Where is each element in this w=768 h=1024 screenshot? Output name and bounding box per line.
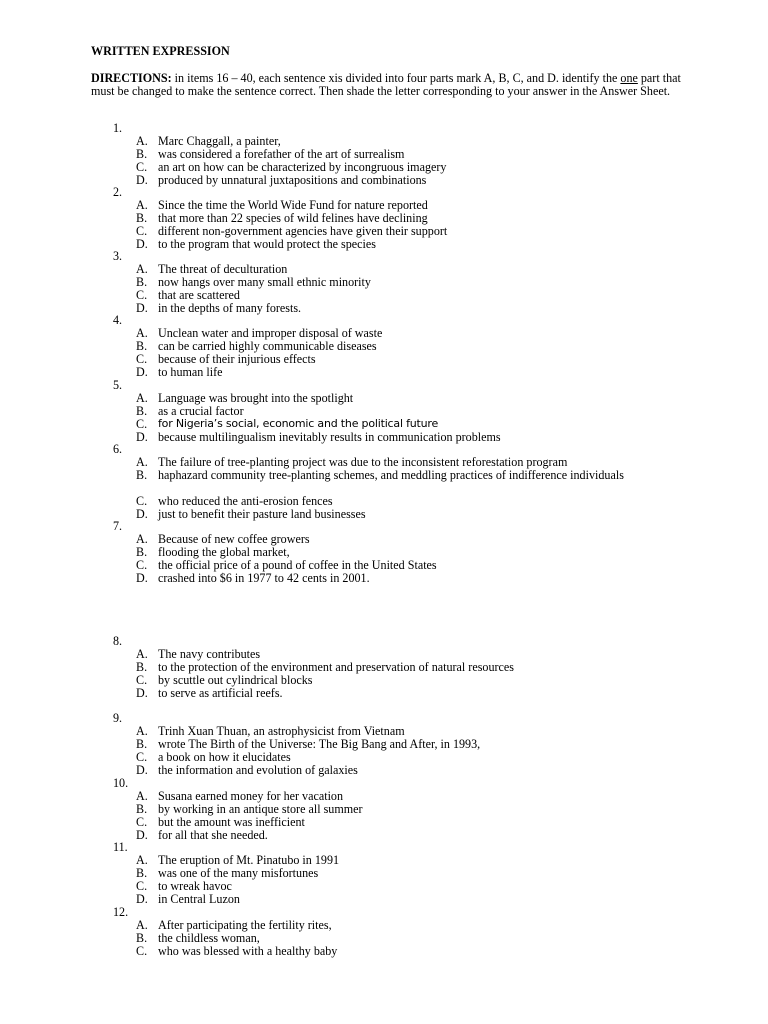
option-text: a book on how it elucidates bbox=[158, 749, 291, 764]
option-letter: D. bbox=[136, 506, 148, 521]
option-text: Since the time the World Wide Fund for nature reported bbox=[158, 197, 428, 212]
option-text: The threat of deculturation bbox=[158, 261, 288, 276]
directions-text-2: part that must be changed to make the sentence correct. Then shade the letter corresponding to your answer in the Answer Sheet. bbox=[91, 71, 681, 98]
option-letter: A. bbox=[136, 788, 148, 803]
option-text: to the protection of the environment and preservation of natural resources bbox=[158, 659, 514, 674]
option-text: The navy contributes bbox=[158, 646, 261, 661]
question-number: 8. bbox=[113, 634, 123, 648]
option-text: wrote The Birth of the Universe: The Big Bang and After, in 1993, bbox=[158, 736, 481, 751]
option-text: was one of the many misfortunes bbox=[158, 865, 319, 880]
option-text: the official price of a pound of coffee in the United States bbox=[158, 557, 437, 572]
option-letter: A. bbox=[136, 325, 148, 340]
option-letter: D. bbox=[136, 762, 148, 777]
option-letter: D. bbox=[136, 685, 148, 700]
option-letter: A. bbox=[136, 261, 148, 276]
option-text: the childless woman, bbox=[158, 930, 260, 945]
question-number: 12. bbox=[113, 905, 129, 919]
option-letter: C. bbox=[136, 672, 148, 687]
option-text: Language was brought into the spotlight bbox=[158, 390, 354, 405]
option-letter: B. bbox=[136, 274, 148, 289]
option-text: The eruption of Mt. Pinatubo in 1991 bbox=[158, 852, 340, 867]
question-number: 9. bbox=[113, 711, 123, 725]
option-text: because multilingualism inevitably results in communication problems bbox=[158, 429, 501, 444]
option-letter: D. bbox=[136, 891, 148, 906]
option-letter: C. bbox=[136, 351, 148, 366]
question-number: 7. bbox=[113, 519, 123, 533]
question-number: 1. bbox=[113, 121, 123, 135]
question-number: 3. bbox=[113, 249, 123, 263]
option-letter: C. bbox=[136, 416, 148, 431]
option-text: Marc Chaggall, a painter, bbox=[158, 133, 281, 148]
option-letter: C. bbox=[136, 749, 148, 764]
option-letter: A. bbox=[136, 852, 148, 867]
option-text: to human life bbox=[158, 364, 223, 379]
option-letter: B. bbox=[136, 930, 148, 945]
option-text: that are scattered bbox=[158, 287, 240, 302]
option-text: by scuttle out cylindrical blocks bbox=[158, 672, 313, 687]
option-letter: D. bbox=[136, 172, 148, 187]
option-letter: A. bbox=[136, 454, 148, 469]
question-number: 6. bbox=[113, 442, 123, 456]
option-letter: C. bbox=[136, 159, 148, 174]
option-letter: D. bbox=[136, 570, 148, 585]
option-letter: B. bbox=[136, 659, 148, 674]
option-letter: D. bbox=[136, 300, 148, 315]
option-letter: C. bbox=[136, 287, 148, 302]
option-letter: A. bbox=[136, 917, 148, 932]
option-text: in the depths of many forests. bbox=[158, 300, 302, 315]
option-letter: D. bbox=[136, 236, 148, 251]
option-text: who reduced the anti-erosion fences bbox=[158, 493, 333, 508]
option-text: After participating the fertility rites, bbox=[158, 917, 332, 932]
option-letter: A. bbox=[136, 646, 148, 661]
option-letter: B. bbox=[136, 403, 148, 418]
option-letter: B. bbox=[136, 865, 148, 880]
option-text: different non-government agencies have given their support bbox=[158, 223, 448, 238]
option-letter: C. bbox=[136, 878, 148, 893]
option-text: to the program that would protect the species bbox=[158, 236, 376, 251]
option-letter: C. bbox=[136, 493, 148, 508]
option-text: now hangs over many small ethnic minority bbox=[158, 274, 371, 289]
option-text: that more than 22 species of wild felines have declining bbox=[158, 210, 428, 225]
option-letter: B. bbox=[136, 210, 148, 225]
option-text: produced by unnatural juxtapositions and combinations bbox=[158, 172, 427, 187]
option-text: for all that she needed. bbox=[158, 827, 268, 842]
question-number: 11. bbox=[113, 840, 128, 854]
question-number: 10. bbox=[113, 776, 129, 790]
option-text: for Nigeria’s social, economic and the political future bbox=[158, 416, 439, 430]
option-letter: D. bbox=[136, 364, 148, 379]
option-letter: A. bbox=[136, 390, 148, 405]
directions-paragraph bbox=[91, 72, 691, 98]
option-text: crashed into $6 in 1977 to 42 cents in 2001. bbox=[158, 570, 370, 585]
question-number: 2. bbox=[113, 185, 123, 199]
option-letter: C. bbox=[136, 814, 148, 829]
directions-text-1: in items 16 – 40, each sentence xis divided into four parts mark A, B, C, and D. identify the bbox=[171, 71, 621, 85]
option-letter: A. bbox=[136, 197, 148, 212]
option-letter: D. bbox=[136, 827, 148, 842]
option-text: because of their injurious effects bbox=[158, 351, 316, 366]
option-letter: A. bbox=[136, 531, 148, 546]
option-letter: C. bbox=[136, 943, 148, 958]
option-text: Unclean water and improper disposal of waste bbox=[158, 325, 383, 340]
directions-label: DIRECTIONS: bbox=[91, 71, 172, 85]
option-text: but the amount was inefficient bbox=[158, 814, 305, 829]
option-letter: C. bbox=[136, 223, 148, 238]
option-text: in Central Luzon bbox=[158, 891, 240, 906]
option-text: flooding the global market, bbox=[158, 544, 290, 559]
option-text: to wreak havoc bbox=[158, 878, 232, 893]
option-text: Because of new coffee growers bbox=[158, 531, 310, 546]
question-number: 5. bbox=[113, 378, 123, 392]
option-letter: A. bbox=[136, 723, 148, 738]
option-text: the information and evolution of galaxies bbox=[158, 762, 358, 777]
option-letter: B. bbox=[136, 736, 148, 751]
option-text: to serve as artificial reefs. bbox=[158, 685, 283, 700]
option-letter: B. bbox=[136, 338, 148, 353]
section-title: WRITTEN EXPRESSION bbox=[91, 44, 230, 58]
option-text: just to benefit their pasture land businesses bbox=[158, 506, 366, 521]
option-text: can be carried highly communicable diseases bbox=[158, 338, 377, 353]
option-text: an art on how can be characterized by incongruous imagery bbox=[158, 159, 447, 174]
option-letter: B. bbox=[136, 467, 148, 482]
option-text: Susana earned money for her vacation bbox=[158, 788, 344, 803]
option-letter: B. bbox=[136, 801, 148, 816]
option-text: Trinh Xuan Thuan, an astrophysicist from Vietnam bbox=[158, 723, 405, 738]
option-text: who was blessed with a healthy baby bbox=[158, 943, 338, 958]
option-text: as a crucial factor bbox=[158, 403, 244, 418]
option-text: haphazard community tree-planting schemes, and meddling practices of indifference individuals bbox=[158, 467, 624, 482]
directions-underlined-word: one bbox=[620, 71, 638, 85]
option-letter: B. bbox=[136, 544, 148, 559]
question-number: 4. bbox=[113, 313, 123, 327]
option-letter: C. bbox=[136, 557, 148, 572]
option-letter: A. bbox=[136, 133, 148, 148]
option-letter: D. bbox=[136, 429, 148, 444]
option-text: was considered a forefather of the art of surrealism bbox=[158, 146, 405, 161]
option-letter: B. bbox=[136, 146, 148, 161]
option-text: The failure of tree-planting project was due to the inconsistent reforestation program bbox=[158, 454, 568, 469]
option-text: by working in an antique store all summer bbox=[158, 801, 363, 816]
